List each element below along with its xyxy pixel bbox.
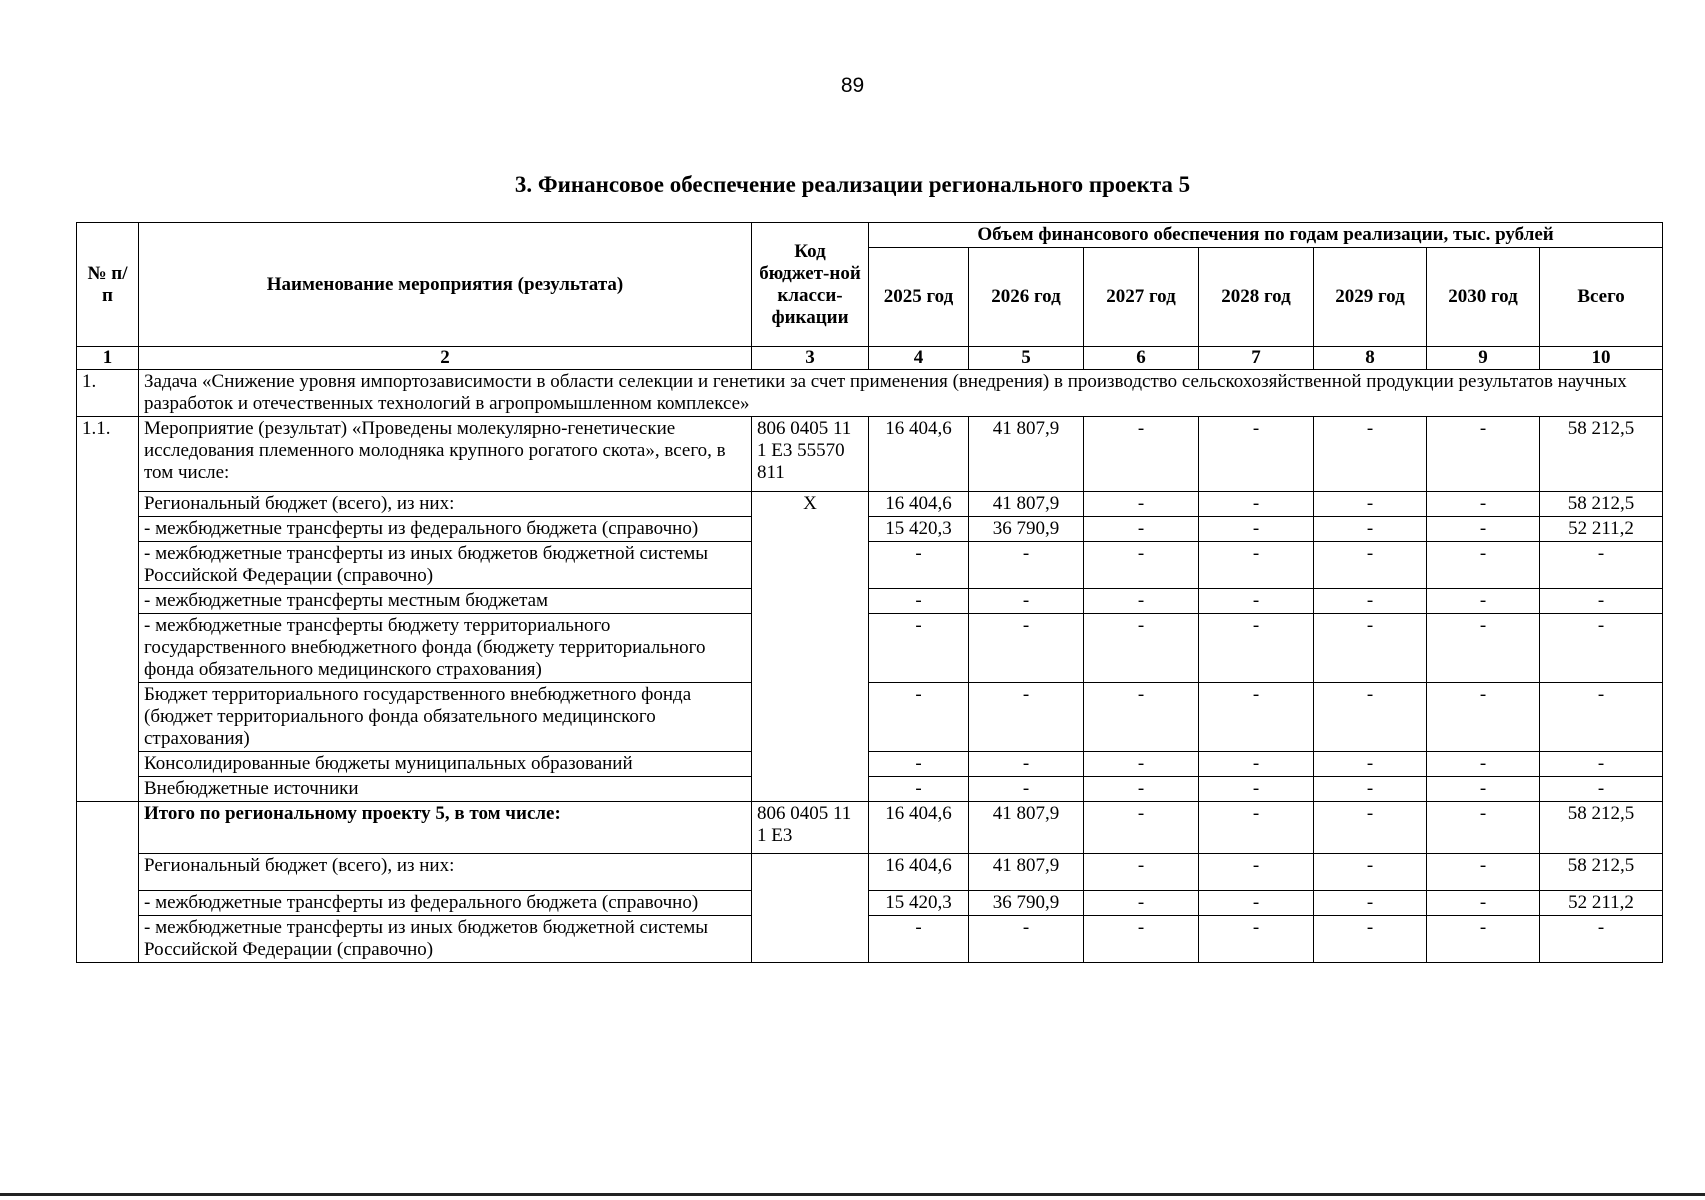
- row-code: [752, 854, 869, 963]
- row-value: -: [1084, 614, 1199, 683]
- row-value: -: [1314, 614, 1427, 683]
- column-number: 3: [752, 347, 869, 370]
- row-value: 41 807,9: [969, 492, 1084, 517]
- row-value: -: [1199, 589, 1314, 614]
- row-value: -: [1427, 916, 1540, 963]
- table-row: [77, 542, 1663, 589]
- column-number: 4: [869, 347, 969, 370]
- row-value: -: [1314, 542, 1427, 589]
- total-value: -: [1427, 802, 1540, 854]
- row-code: Х: [752, 492, 869, 802]
- header-volume: Объем финансового обеспечения по годам реализации, тыс. рублей: [869, 223, 1663, 248]
- row-name: Консолидированные бюджеты муниципальных образований: [139, 752, 752, 777]
- header-year: 2028 год: [1199, 248, 1314, 347]
- bottom-scan-edge: [0, 1193, 1705, 1196]
- row-name: Региональный бюджет (всего), из них:: [139, 854, 752, 891]
- row-value: -: [869, 777, 969, 802]
- row-value: -: [1427, 891, 1540, 916]
- header-total: Всего: [1540, 248, 1663, 347]
- column-number: 2: [139, 347, 752, 370]
- row-value: -: [1314, 492, 1427, 517]
- row-value: 58 212,5: [1540, 854, 1663, 891]
- column-number: 6: [1084, 347, 1199, 370]
- total-value: 58 212,5: [1540, 802, 1663, 854]
- row-value: -: [1084, 492, 1199, 517]
- row-name: - межбюджетные трансферты из иных бюджетов бюджетной системы Российской Федерации (справочно): [139, 542, 752, 589]
- row-value: -: [1314, 891, 1427, 916]
- row-value: -: [969, 614, 1084, 683]
- page-number: 89: [840, 74, 865, 97]
- row-value: 16 404,6: [869, 492, 969, 517]
- row-value: -: [1314, 777, 1427, 802]
- row-value: -: [1427, 589, 1540, 614]
- total-name: Итого по региональному проекту 5, в том числе:: [139, 802, 752, 854]
- row-value: -: [1084, 854, 1199, 891]
- row-value: 15 420,3: [869, 517, 969, 542]
- row-value: -: [1314, 854, 1427, 891]
- event-row: [77, 417, 1663, 492]
- event-value: -: [1084, 417, 1199, 492]
- row-value: -: [969, 542, 1084, 589]
- table-row: [77, 777, 1663, 802]
- row-value: -: [1540, 589, 1663, 614]
- column-number: 7: [1199, 347, 1314, 370]
- row-value: -: [1427, 683, 1540, 752]
- row-value: -: [1199, 542, 1314, 589]
- header-name: Наименование мероприятия (результата): [139, 223, 752, 347]
- table-row: [77, 752, 1663, 777]
- row-value: -: [1540, 752, 1663, 777]
- column-number: 1: [77, 347, 139, 370]
- row-value: -: [869, 589, 969, 614]
- row-value: -: [1427, 752, 1540, 777]
- row-value: -: [1540, 614, 1663, 683]
- event-value: -: [1199, 417, 1314, 492]
- row-value: -: [1314, 683, 1427, 752]
- table-row: [77, 614, 1663, 683]
- task-row: [77, 370, 1663, 417]
- row-value: -: [1199, 683, 1314, 752]
- row-value: -: [869, 683, 969, 752]
- table-row: [77, 916, 1663, 963]
- row-value: -: [1314, 916, 1427, 963]
- row-value: 52 211,2: [1540, 891, 1663, 916]
- table-row: [77, 854, 1663, 891]
- row-value: 52 211,2: [1540, 517, 1663, 542]
- row-value: -: [869, 752, 969, 777]
- header-year: 2027 год: [1084, 248, 1199, 347]
- table-row: [77, 517, 1663, 542]
- header-code: Код бюджет-ной класси-фикации: [752, 223, 869, 347]
- column-number: 9: [1427, 347, 1540, 370]
- row-value: -: [1084, 752, 1199, 777]
- row-name: - межбюджетные трансферты из иных бюджетов бюджетной системы Российской Федерации (справочно): [139, 916, 752, 963]
- row-value: -: [1084, 542, 1199, 589]
- event-name: Мероприятие (результат) «Проведены молекулярно-генетические исследования племенного молодняка крупного рогатого скота», всего, в том числе:: [139, 417, 752, 492]
- row-value: -: [1427, 492, 1540, 517]
- event-value: -: [1427, 417, 1540, 492]
- event-value: -: [1314, 417, 1427, 492]
- column-number: 5: [969, 347, 1084, 370]
- column-number: 8: [1314, 347, 1427, 370]
- row-value: 36 790,9: [969, 517, 1084, 542]
- total-value: 16 404,6: [869, 802, 969, 854]
- row-value: -: [1199, 492, 1314, 517]
- row-value: 58 212,5: [1540, 492, 1663, 517]
- header-num: № п/п: [77, 223, 139, 347]
- row-value: -: [1199, 517, 1314, 542]
- column-number: 10: [1540, 347, 1663, 370]
- total-num: [77, 802, 139, 963]
- header-year: 2029 год: [1314, 248, 1427, 347]
- row-value: -: [969, 777, 1084, 802]
- row-value: -: [969, 916, 1084, 963]
- total-value: -: [1314, 802, 1427, 854]
- row-value: -: [1540, 916, 1663, 963]
- row-name: Внебюджетные источники: [139, 777, 752, 802]
- row-value: -: [1199, 891, 1314, 916]
- row-value: -: [1540, 683, 1663, 752]
- row-value: -: [1540, 542, 1663, 589]
- row-name: Бюджет территориального государственного внебюджетного фонда (бюджет территориального фонда обязательного медицинского страхования): [139, 683, 752, 752]
- row-value: -: [1427, 614, 1540, 683]
- table-row: [77, 891, 1663, 916]
- total-value: 41 807,9: [969, 802, 1084, 854]
- row-value: 16 404,6: [869, 854, 969, 891]
- row-value: -: [1084, 916, 1199, 963]
- row-value: 36 790,9: [969, 891, 1084, 916]
- row-value: -: [1084, 589, 1199, 614]
- row-value: -: [1199, 854, 1314, 891]
- row-value: -: [1199, 614, 1314, 683]
- row-value: 41 807,9: [969, 854, 1084, 891]
- event-value: 16 404,6: [869, 417, 969, 492]
- event-code: 806 0405 11 1 Е3 55570 811: [752, 417, 869, 492]
- header-year: 2026 год: [969, 248, 1084, 347]
- total-code: 806 0405 11 1 Е3: [752, 802, 869, 854]
- table-row: [77, 492, 1663, 517]
- row-value: -: [869, 916, 969, 963]
- header-year: 2025 год: [869, 248, 969, 347]
- row-value: -: [869, 614, 969, 683]
- event-num: 1.1.: [77, 417, 139, 802]
- row-value: -: [1084, 891, 1199, 916]
- row-value: -: [1314, 589, 1427, 614]
- row-value: 15 420,3: [869, 891, 969, 916]
- row-value: -: [1084, 517, 1199, 542]
- row-value: -: [1084, 683, 1199, 752]
- event-value: 41 807,9: [969, 417, 1084, 492]
- table-row: [77, 683, 1663, 752]
- row-value: -: [1199, 777, 1314, 802]
- task-text: Задача «Снижение уровня импортозависимости в области селекции и генетики за счет применения (внедрения) в производство сельскохозяйственной продукции результатов научных разработок и отечественных технологий в агропромышленном комплексе»: [139, 370, 1663, 417]
- row-value: -: [1199, 752, 1314, 777]
- row-name: - межбюджетные трансферты местным бюджетам: [139, 589, 752, 614]
- column-number-row: [77, 347, 1663, 370]
- total-value: -: [1084, 802, 1199, 854]
- row-value: -: [1084, 777, 1199, 802]
- header-year: 2030 год: [1427, 248, 1540, 347]
- row-value: -: [969, 683, 1084, 752]
- total-value: -: [1199, 802, 1314, 854]
- row-value: -: [1427, 517, 1540, 542]
- table-row: [77, 589, 1663, 614]
- row-name: - межбюджетные трансферты из федерального бюджета (справочно): [139, 517, 752, 542]
- row-value: -: [1540, 777, 1663, 802]
- row-value: -: [969, 589, 1084, 614]
- row-value: -: [1427, 542, 1540, 589]
- row-value: -: [869, 542, 969, 589]
- task-num: 1.: [77, 370, 139, 417]
- row-value: -: [1314, 517, 1427, 542]
- row-value: -: [1199, 916, 1314, 963]
- financing-table: [76, 222, 1663, 963]
- row-value: -: [969, 752, 1084, 777]
- total-row: [77, 802, 1663, 854]
- row-value: -: [1427, 854, 1540, 891]
- row-value: -: [1427, 777, 1540, 802]
- row-value: -: [1314, 752, 1427, 777]
- event-value: 58 212,5: [1540, 417, 1663, 492]
- document-title: 3. Финансовое обеспечение реализации регионального проекта 5: [514, 172, 1191, 197]
- row-name: Региональный бюджет (всего), из них:: [139, 492, 752, 517]
- row-name: - межбюджетные трансферты из федерального бюджета (справочно): [139, 891, 752, 916]
- row-name: - межбюджетные трансферты бюджету территориального государственного внебюджетного фонда (бюджету территориального фонда обязательного медицинского страхования): [139, 614, 752, 683]
